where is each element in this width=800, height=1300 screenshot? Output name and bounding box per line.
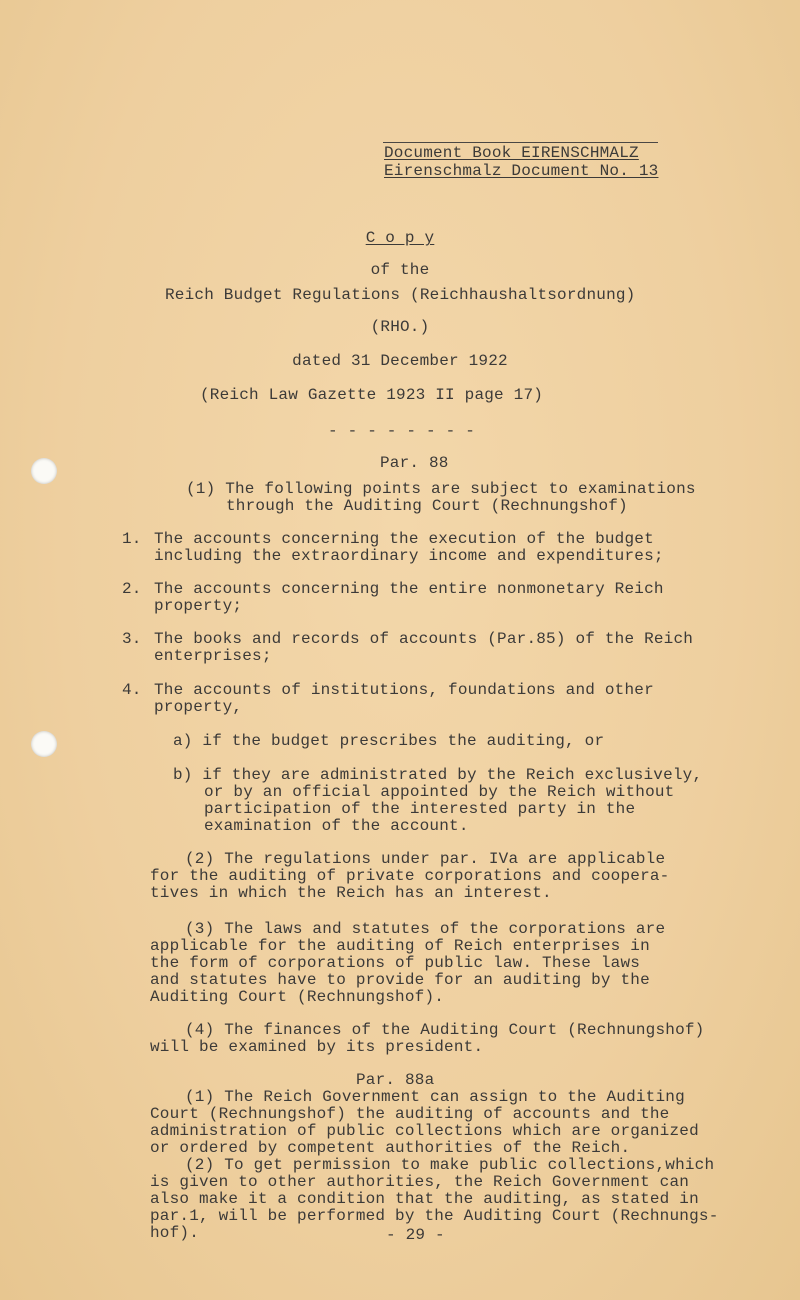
item4-sub-b-line1: b) if they are administrated by the Reich exclusively, [173,766,703,784]
par88-p3-line4: and statutes have to provide for an auditing by the [150,971,650,989]
punch-hole-top [31,458,57,484]
item2-line2: property; [154,597,243,615]
par88-p2-line2: for the auditing of private corporations and coopera- [150,867,670,885]
item4-sub-a: a) if the budget prescribes the auditing, or [173,732,605,750]
item2-line1: The accounts concerning the entire nonmonetary Reich [154,580,664,598]
par88-p4-line2: will be examined by its president. [150,1038,484,1056]
header-rule-top [383,142,658,143]
par88-p3-line1: (3) The laws and statutes of the corporations are [185,920,666,938]
par88-p4-line1: (4) The finances of the Auditing Court (Rechnungshof) [185,1021,705,1039]
item3-line2: enterprises; [154,647,272,665]
par88a-p1-line1: (1) The Reich Government can assign to the Auditing [185,1088,685,1106]
header-document-book: Document Book EIRENSCHMALZ [384,144,639,162]
par88a-p1-line2: Court (Rechnungshof) the auditing of accounts and the [150,1105,670,1123]
par88a-p2-line3: also make it a condition that the auditing, as stated in [150,1190,699,1208]
page-number: - 29 - [386,1226,445,1244]
item3-number: 3. [122,630,142,648]
par88-heading: Par. 88 [380,454,449,472]
item1-line2: including the extraordinary income and expenditures; [154,547,664,565]
item4-number: 4. [122,681,142,699]
item4-line1: The accounts of institutions, foundations and other [154,681,654,699]
par88-intro-line1: (1) The following points are subject to examinations [186,480,696,498]
copy-title: C o p y [365,229,435,247]
par88-p3-line3: the form of corporations of public law. These laws [150,954,641,972]
item4-sub-b-line3: participation of the interested party in the [204,800,636,818]
item2-number: 2. [122,580,142,598]
title-regulations: Reich Budget Regulations (Reichhaushaltsordnung) [165,286,636,304]
header-document-number: Eirenschmalz Document No. 13 [384,162,659,180]
par88-p2-line3: tives in which the Reich has an interest. [150,884,552,902]
par88-p3-line5: Auditing Court (Rechnungshof). [150,988,445,1006]
title-of-the: of the [370,261,430,279]
par88a-p2-line2: is given to other authorities, the Reich Government can [150,1173,690,1191]
par88a-p2-line4: par.1, will be performed by the Auditing Court (Rechnungs- [150,1207,719,1225]
item4-sub-b-line2: or by an official appointed by the Reich without [204,783,675,801]
title-abbreviation: (RHO.) [370,318,430,336]
item1-number: 1. [122,530,142,548]
par88a-p2-line1: (2) To get permission to make public collections,which [185,1156,715,1174]
item4-sub-b-line4: examination of the account. [204,817,469,835]
par88-p2-line1: (2) The regulations under par. IVa are applicable [185,850,666,868]
title-dated: dated 31 December 1922 [292,352,508,370]
par88a-p1-line4: or ordered by competent authorities of the Reich. [150,1139,631,1157]
item4-line2: property, [154,698,243,716]
par88a-heading: Par. 88a [356,1071,435,1089]
par88a-p2-line5: hof). [150,1224,200,1242]
par88-p3-line2: applicable for the auditing of Reich enterprises in [150,937,650,955]
title-separator: - - - - - - - - [328,422,476,440]
punch-hole-bottom [31,731,57,757]
par88-intro-line2: through the Auditing Court (Rechnungshof) [226,497,628,515]
title-gazette: (Reich Law Gazette 1923 II page 17) [200,386,544,404]
par88a-p1-line3: administration of public collections which are organized [150,1122,699,1140]
item3-line1: The books and records of accounts (Par.85) of the Reich [154,630,694,648]
item1-line1: The accounts concerning the execution of the budget [154,530,654,548]
